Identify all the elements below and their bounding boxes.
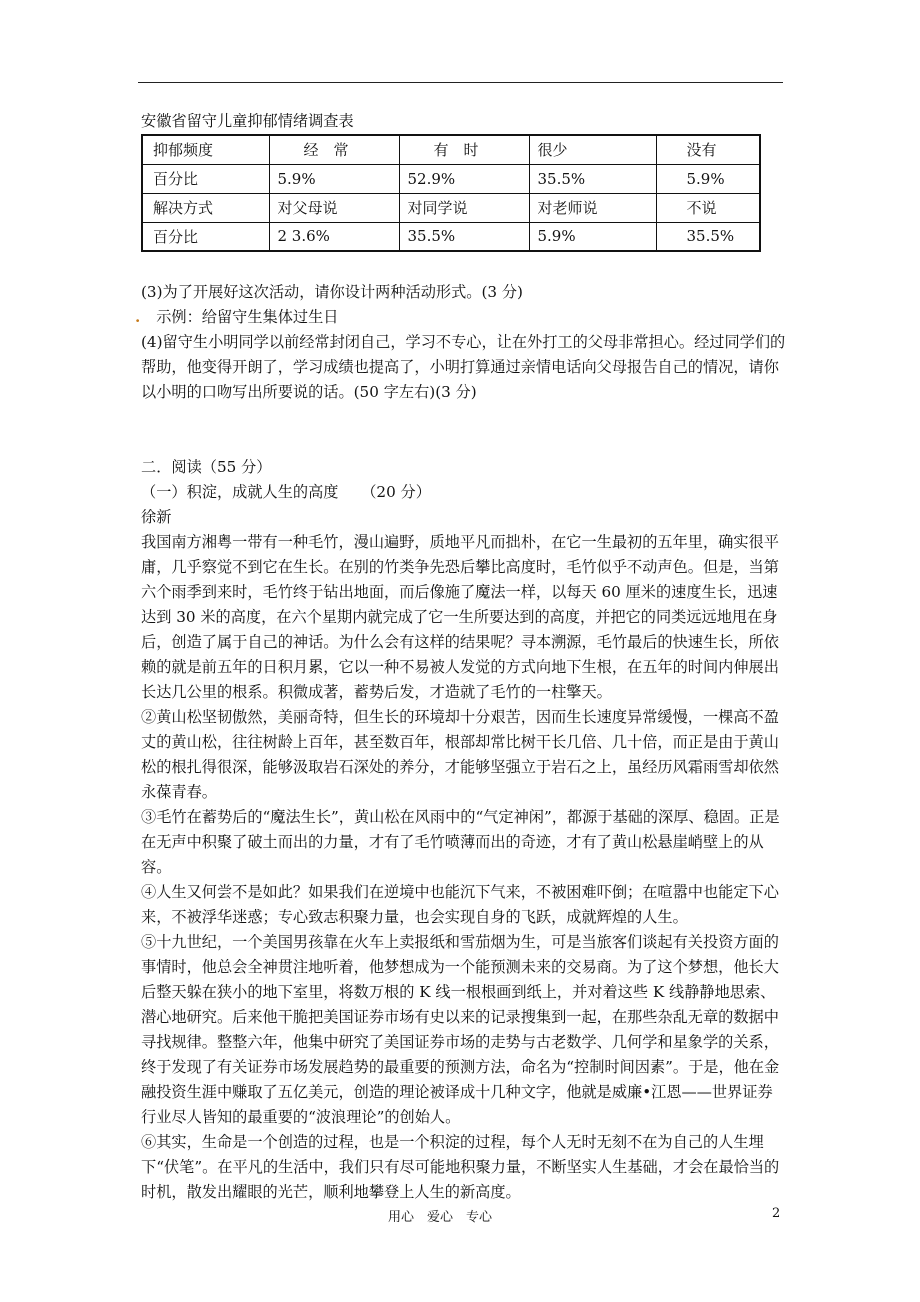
paragraph: ⑤十九世纪，一个美国男孩靠在火车上卖报纸和雪茄烟为生，可是当旅客们谈起有关投资方面的事情时，他总会全神贯注地听着，他梦想成为一个能预测未来的交易商。为了这个梦想，他长大后整天躲在狭小的地下室里，将数万根的 K 线一根根画到纸上，并对着这些 K 线静静地思索、潜心地研究。后来他干脆把美国证券市场有史以来的记录搜集到一起，在那些杂乱无章的数据中寻找规律。整整六年，他集中研究了美国证券市场的走势与古老数学、几何学和星象学的关系，终于发现了有关证券市场发展趋势的最重要的预测方法，命名为“控制时间因素”。于是，他在金融投资生涯中赚取了五亿美元，创造的理论被译成十几种文字，他就是威廉•江恩——世界证券行业尽人皆知的最重要的“波浪理论”的创始人。: [141, 933, 780, 1126]
paragraph: ③毛竹在蓄势后的“魔法生长”，黄山松在风雨中的“气定神闲”，都源于基础的深厚、稳固。正是在无声中积聚了破土而出的力量，才有了毛竹喷薄而出的奇迹，才有了黄山松悬崖峭壁上的从容。: [141, 808, 780, 876]
table-cell: 5.9%: [269, 164, 399, 193]
table-cell: 35.5%: [656, 222, 760, 251]
table-title: 安徽省留守儿童抑郁情绪调查表: [141, 112, 354, 130]
table-cell: 抑郁频度: [142, 135, 269, 164]
table-cell: 35.5%: [399, 222, 529, 251]
table-cell: 35.5%: [529, 164, 656, 193]
table-cell: 对父母说: [269, 193, 399, 222]
table-row: [142, 135, 760, 164]
paragraph: ⑥其实，生命是一个创造的过程，也是一个积淀的过程，每个人无时无刻不在为自己的人生埋下“伏笔”。在平凡的生活中，我们只有尽可能地积聚力量，不断坚实人生基础，才会在最恰当的时机，散发出耀眼的光芒，顺利地攀登上人生的新高度。: [141, 1133, 780, 1201]
paragraph: ④人生又何尝不是如此？如果我们在逆境中也能沉下气来，不被困难吓倒；在喧嚣中也能定下心来，不被浮华迷惑；专心致志积聚力量，也会实现自身的飞跃，成就辉煌的人生。: [141, 883, 779, 926]
header-rule: [138, 82, 783, 83]
table-cell: 有 时: [399, 135, 529, 164]
subsection-title: （一）积淀，成就人生的高度 （20 分）: [141, 483, 431, 501]
table-cell: 对同学说: [399, 193, 529, 222]
table-row: [142, 193, 760, 222]
table-cell: 经 常: [269, 135, 399, 164]
page-content: [135, 109, 787, 1205]
table-cell: 5.9%: [656, 164, 760, 193]
question-4: (4)留守生小明同学以前经常封闭自己，学习不专心，让在外打工的父母非常担心。经过同学们的帮助，他变得开朗了，学习成绩也提高了，小明打算通过亲情电话向父母报告自己的情况，请你以小明的口吻写出所要说的话。(50 字左右)(3 分): [141, 333, 786, 401]
table-cell: 百分比: [142, 222, 269, 251]
table-cell: 对老师说: [529, 193, 656, 222]
survey-table: [141, 134, 761, 252]
table-cell: 不说: [656, 193, 760, 222]
paragraph: ②黄山松坚韧傲然，美丽奇特，但生长的环境却十分艰苦，因而生长速度异常缓慢，一棵高不盈丈的黄山松，往往树龄上百年，甚至数百年，根部却常比树干长几倍、几十倍，而正是由于黄山松的根扎得很深，能够汲取岩石深处的养分，才能够坚强立于岩石之上，虽经历风霜雨雪却依然永葆青春。: [141, 708, 779, 801]
table-cell: 没有: [656, 135, 760, 164]
table-cell: 百分比: [142, 164, 269, 193]
table-cell: 5.9%: [529, 222, 656, 251]
section-title: 二．阅读（55 分）: [141, 458, 272, 476]
table-cell: 解决方式: [142, 193, 269, 222]
page-number: 2: [772, 1206, 781, 1221]
paragraph: 我国南方湘粤一带有一种毛竹，漫山遍野，质地平凡而拙朴，在它一生最初的五年里，确实很平庸，几乎察觉不到它在生长。在别的竹类争先恐后攀比高度时，毛竹似乎不动声色。但是，当第六个雨季到来时，毛竹终于钻出地面，而后像施了魔法一样，以每天 60 厘米的速度生长，迅速达到 30 米的高度，在六个星期内就完成了它一生所要达到的高度，并把它的同类远远地甩在身后，创造了属于自己的神话。为什么会有这样的结果呢？寻本溯源，毛竹最后的快速生长，所依赖的就是前五年的日积月累，它以一种不易被人发觉的方式向地下生根，在五年的时间内伸展出长达几公里的根系。积微成著，蓄势后发，才造就了毛竹的一柱擎天。: [141, 533, 779, 701]
table-cell: 2 3.6%: [269, 222, 399, 251]
footer-motto: 用心 爱心 专心: [388, 1210, 493, 1225]
table-cell: 很少: [529, 135, 656, 164]
spacer: [141, 405, 787, 455]
author: 徐新: [141, 508, 172, 526]
question-3: (3)为了开展好这次活动，请你设计两种活动形式。(3 分): [141, 283, 523, 301]
example-line: [135, 305, 787, 330]
example-text: 示例：给留守生集体过生日: [156, 308, 339, 326]
table-cell: 52.9%: [399, 164, 529, 193]
table-row: [142, 164, 760, 193]
table-row: [142, 222, 760, 251]
marker-dot: .: [135, 308, 141, 326]
